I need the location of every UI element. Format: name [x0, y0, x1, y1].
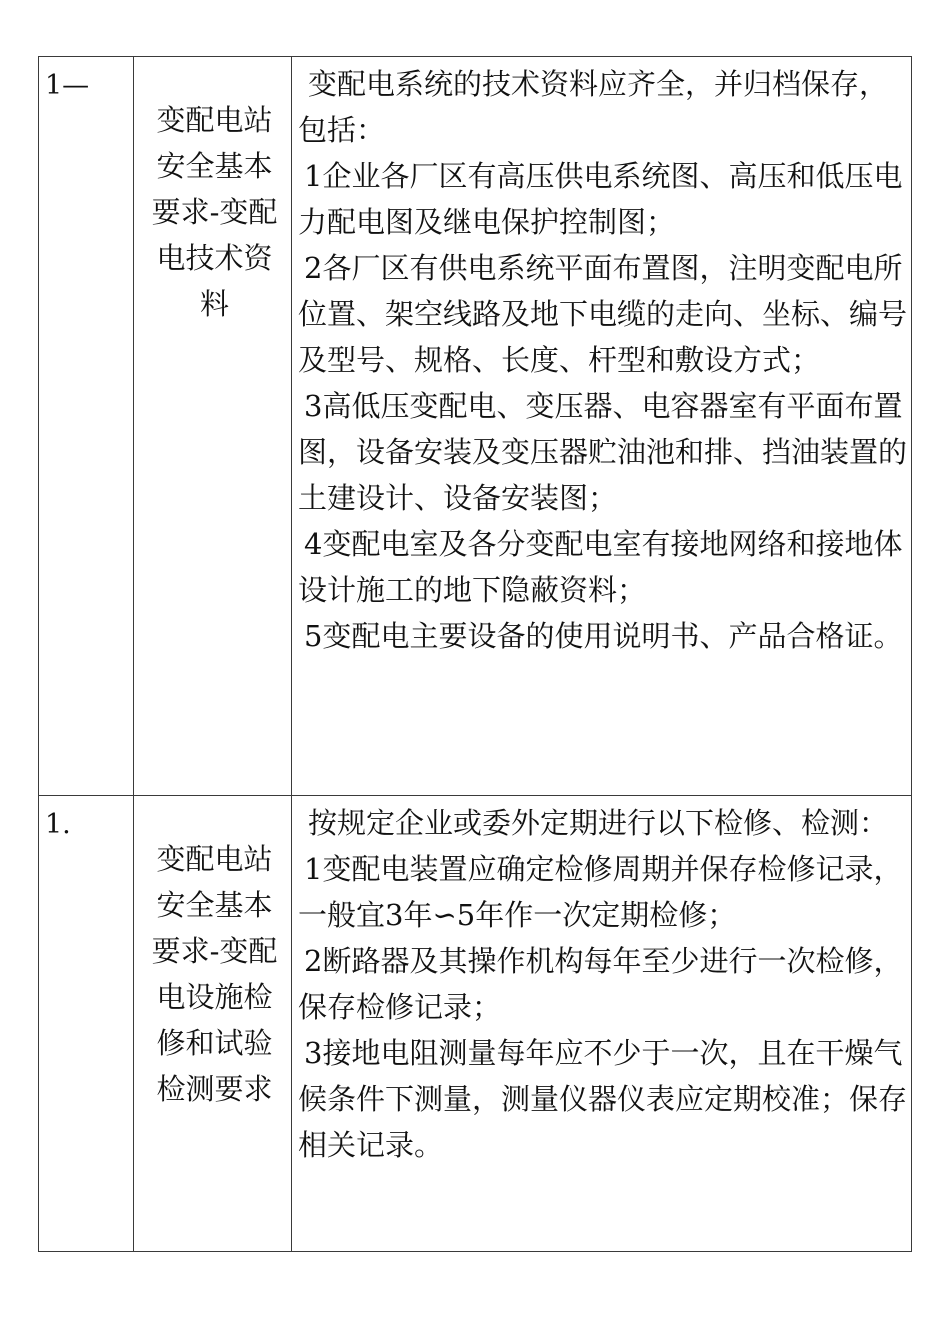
requirements-table: [38, 56, 912, 1252]
topic-text: 变配电站安全基本要求-变配电技术资料: [151, 103, 278, 321]
row-number: 1—: [39, 57, 134, 796]
topic-text: 变配电站安全基本要求-变配电设施检修和试验检测要求: [151, 842, 278, 1106]
content-item: 4变配电室及各分变配电室有接地网络和接地体设计施工的地下隐蔽资料；: [298, 527, 903, 607]
content-item: 2各厂区有供电系统平面布置图，注明变配电所位置、架空线路及地下电缆的走向、坐标、编号及型号、规格、长度、杆型和敷设方式；: [298, 251, 908, 377]
topic-cell: [134, 57, 292, 796]
content-item: 3高低压变配电、变压器、电容器室有平面布置图，设备安装及变压器贮油池和排、挡油装置的土建设计、设备安装图；: [298, 389, 908, 515]
topic-cell: [134, 796, 292, 1252]
content-item: 5变配电主要设备的使用说明书、产品合格证。: [304, 619, 903, 653]
content-intro: 变配电系统的技术资料应齐全，并归档保存，包括：: [298, 67, 889, 147]
content-item: 1变配电装置应确定检修周期并保存检修记录，一般宜3年∽5年作一次定期检修；: [298, 852, 903, 932]
content-intro: 按规定企业或委外定期进行以下检修、检测：: [308, 806, 889, 840]
table-row: [39, 796, 912, 1252]
content-item: 2断路器及其操作机构每年至少进行一次检修，保存检修记录；: [298, 944, 903, 1024]
row-number: 1.: [39, 796, 134, 1252]
content-item: 1企业各厂区有高压供电系统图、高压和低压电力配电图及继电保护控制图；: [298, 159, 903, 239]
content-cell: [292, 796, 912, 1252]
content-cell: [292, 57, 912, 796]
content-item: 3接地电阻测量每年应不少于一次，且在干燥气候条件下测量，测量仪器仪表应定期校准；保存相关记录。: [298, 1036, 908, 1162]
table-row: [39, 57, 912, 796]
